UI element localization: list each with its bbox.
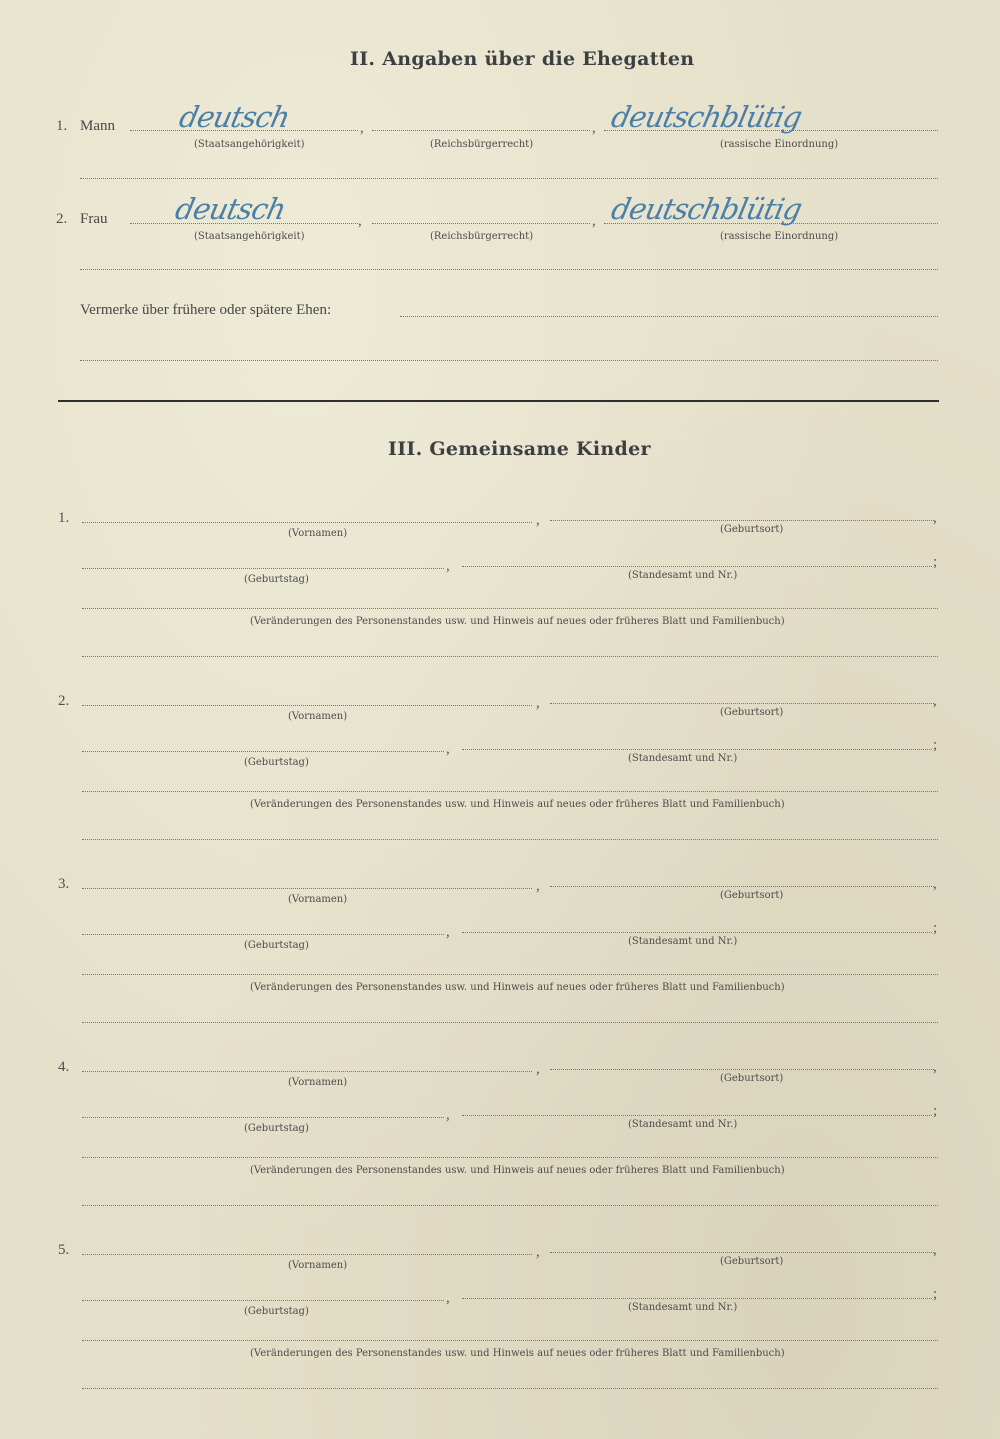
caption-given-names: (Vornamen) bbox=[288, 1260, 348, 1271]
caption-registry: (Standesamt und Nr.) bbox=[628, 936, 738, 947]
section-divider bbox=[58, 400, 939, 402]
caption-birthday: (Geburtstag) bbox=[244, 757, 309, 768]
child-row-number: 4. bbox=[58, 1059, 70, 1075]
caption-citizenship: (Staatsangehörigkeit) bbox=[194, 139, 305, 150]
caption-birthplace: (Geburtsort) bbox=[720, 890, 784, 901]
semicolon: ; bbox=[933, 1286, 938, 1302]
comma: , bbox=[933, 876, 937, 892]
caption-given-names: (Vornamen) bbox=[288, 894, 348, 905]
child-birthday-field[interactable] bbox=[82, 751, 444, 752]
caption-racial: (rassische Einordnung) bbox=[720, 231, 839, 242]
child-changes-field-line-2[interactable] bbox=[82, 1388, 938, 1389]
section-title-children: III. Gemeinsame Kinder bbox=[388, 438, 651, 460]
child-given-names-field[interactable] bbox=[82, 888, 532, 889]
child-registry-field[interactable] bbox=[462, 932, 932, 933]
comma: , bbox=[536, 695, 540, 711]
comma: , bbox=[933, 693, 937, 709]
child-birthplace-field[interactable] bbox=[550, 1252, 934, 1253]
wife-citizenship-handwriting: deutsch bbox=[172, 192, 289, 226]
notes-label: Vermerke über frühere oder spätere Ehen: bbox=[80, 302, 332, 318]
comma: , bbox=[536, 1061, 540, 1077]
comma: , bbox=[536, 1244, 540, 1260]
child-birthday-field[interactable] bbox=[82, 568, 444, 569]
wife-reich-citizenship-field[interactable] bbox=[372, 223, 590, 224]
caption-birthday: (Geburtstag) bbox=[244, 1123, 309, 1134]
spouse-label-wife: Frau bbox=[80, 211, 108, 227]
caption-birthplace: (Geburtsort) bbox=[720, 1256, 784, 1267]
wife-racial-handwriting: deutschblütig bbox=[608, 192, 805, 226]
child-registry-field[interactable] bbox=[462, 1115, 932, 1116]
child-changes-field-line-2[interactable] bbox=[82, 1205, 938, 1206]
child-changes-field[interactable] bbox=[82, 974, 938, 975]
section-title-spouses: II. Angaben über die Ehegatten bbox=[350, 48, 695, 70]
caption-registry: (Standesamt und Nr.) bbox=[628, 753, 738, 764]
caption-changes: (Veränderungen des Personenstandes usw. und Hinweis auf neues oder früheres Blatt und Familienbuch) bbox=[250, 982, 785, 993]
caption-reich-citizenship: (Reichsbürgerrecht) bbox=[430, 139, 534, 150]
spouse-label-husband: Mann bbox=[80, 118, 115, 134]
child-changes-field[interactable] bbox=[82, 791, 938, 792]
caption-changes: (Veränderungen des Personenstandes usw. und Hinweis auf neues oder früheres Blatt und Familienbuch) bbox=[250, 1348, 785, 1359]
caption-birthplace: (Geburtsort) bbox=[720, 1073, 784, 1084]
caption-citizenship: (Staatsangehörigkeit) bbox=[194, 231, 305, 242]
child-birthday-field[interactable] bbox=[82, 1117, 444, 1118]
comma: , bbox=[358, 213, 362, 229]
child-birthday-field[interactable] bbox=[82, 934, 444, 935]
notes-field-line-2[interactable] bbox=[80, 360, 938, 361]
child-changes-field-line-2[interactable] bbox=[82, 656, 938, 657]
comma: , bbox=[446, 924, 450, 940]
child-birthplace-field[interactable] bbox=[550, 520, 934, 521]
caption-given-names: (Vornamen) bbox=[288, 528, 348, 539]
comma: , bbox=[446, 741, 450, 757]
child-changes-field[interactable] bbox=[82, 1157, 938, 1158]
semicolon: ; bbox=[933, 737, 938, 753]
caption-birthday: (Geburtstag) bbox=[244, 574, 309, 585]
caption-birthplace: (Geburtsort) bbox=[720, 707, 784, 718]
child-registry-field[interactable] bbox=[462, 749, 932, 750]
spouse-row-number: 1. bbox=[56, 118, 68, 134]
caption-registry: (Standesamt und Nr.) bbox=[628, 1119, 738, 1130]
comma: , bbox=[933, 1059, 937, 1075]
comma: , bbox=[446, 1107, 450, 1123]
caption-registry: (Standesamt und Nr.) bbox=[628, 570, 738, 581]
caption-given-names: (Vornamen) bbox=[288, 711, 348, 722]
child-row-number: 5. bbox=[58, 1242, 70, 1258]
comma: , bbox=[536, 512, 540, 528]
child-registry-field[interactable] bbox=[462, 566, 932, 567]
husband-extra-line[interactable] bbox=[80, 178, 938, 179]
child-given-names-field[interactable] bbox=[82, 705, 532, 706]
caption-given-names: (Vornamen) bbox=[288, 1077, 348, 1088]
comma: , bbox=[360, 120, 364, 136]
comma: , bbox=[592, 120, 596, 136]
child-birthplace-field[interactable] bbox=[550, 886, 934, 887]
comma: , bbox=[446, 558, 450, 574]
child-birthplace-field[interactable] bbox=[550, 703, 934, 704]
child-birthday-field[interactable] bbox=[82, 1300, 444, 1301]
child-changes-field-line-2[interactable] bbox=[82, 839, 938, 840]
caption-birthday: (Geburtstag) bbox=[244, 1306, 309, 1317]
child-changes-field[interactable] bbox=[82, 1340, 938, 1341]
caption-changes: (Veränderungen des Personenstandes usw. und Hinweis auf neues oder früheres Blatt und Familienbuch) bbox=[250, 616, 785, 627]
child-birthplace-field[interactable] bbox=[550, 1069, 934, 1070]
child-registry-field[interactable] bbox=[462, 1298, 932, 1299]
spouse-row-number: 2. bbox=[56, 211, 68, 227]
wife-extra-line[interactable] bbox=[80, 269, 938, 270]
child-changes-field[interactable] bbox=[82, 608, 938, 609]
caption-racial: (rassische Einordnung) bbox=[720, 139, 839, 150]
comma: , bbox=[536, 878, 540, 894]
caption-birthplace: (Geburtsort) bbox=[720, 524, 784, 535]
husband-citizenship-handwriting: deutsch bbox=[176, 100, 293, 134]
husband-reich-citizenship-field[interactable] bbox=[372, 130, 590, 131]
comma: , bbox=[933, 1242, 937, 1258]
semicolon: ; bbox=[933, 554, 938, 570]
caption-birthday: (Geburtstag) bbox=[244, 940, 309, 951]
caption-reich-citizenship: (Reichsbürgerrecht) bbox=[430, 231, 534, 242]
caption-changes: (Veränderungen des Personenstandes usw. und Hinweis auf neues oder früheres Blatt und Familienbuch) bbox=[250, 1165, 785, 1176]
child-row-number: 1. bbox=[58, 510, 70, 526]
husband-racial-handwriting: deutschblütig bbox=[608, 100, 805, 134]
comma: , bbox=[446, 1290, 450, 1306]
caption-changes: (Veränderungen des Personenstandes usw. und Hinweis auf neues oder früheres Blatt und Familienbuch) bbox=[250, 799, 785, 810]
child-given-names-field[interactable] bbox=[82, 522, 532, 523]
child-given-names-field[interactable] bbox=[82, 1254, 532, 1255]
notes-field[interactable] bbox=[400, 316, 938, 317]
child-changes-field-line-2[interactable] bbox=[82, 1022, 938, 1023]
comma: , bbox=[933, 510, 937, 526]
caption-registry: (Standesamt und Nr.) bbox=[628, 1302, 738, 1313]
child-row-number: 3. bbox=[58, 876, 70, 892]
semicolon: ; bbox=[933, 1103, 938, 1119]
comma: , bbox=[592, 213, 596, 229]
semicolon: ; bbox=[933, 920, 938, 936]
child-given-names-field[interactable] bbox=[82, 1071, 532, 1072]
child-row-number: 2. bbox=[58, 693, 70, 709]
